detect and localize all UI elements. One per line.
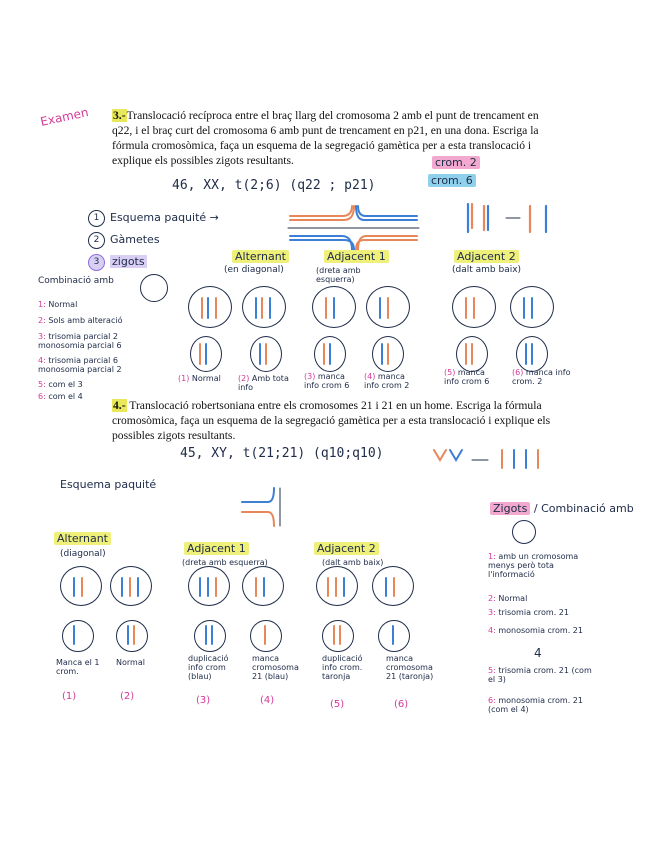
adjacent-1-title: Adjacent 1 bbox=[324, 250, 389, 263]
q3-note-5: 5: com el 3 bbox=[38, 380, 83, 389]
q4-gamete-label-5: duplicació info crom. taronja bbox=[322, 654, 363, 681]
q4-adjacent-1-sub: (dreta amb esquerra) bbox=[182, 558, 268, 567]
question-4-text bbox=[112, 398, 592, 443]
q4-note-3: 3: trisomia crom. 21 bbox=[488, 608, 569, 617]
document-page bbox=[38, 80, 634, 760]
step-1-text: Esquema paquité → bbox=[110, 211, 219, 224]
q4-alternant-title: Alternant bbox=[54, 532, 111, 545]
question-3-text bbox=[112, 108, 592, 168]
q4-gamete-label-2: Normal bbox=[116, 658, 145, 667]
q4-gamete-label-3: duplicació info crom (blau) bbox=[188, 654, 229, 681]
q3-chromosome-marks bbox=[180, 288, 560, 370]
legend-crom-6: crom. 6 bbox=[428, 174, 476, 187]
step-2-text: Gàmetes bbox=[110, 233, 160, 246]
q4-note-6: 6: monosomia crom. 21 (com el 4) bbox=[488, 696, 583, 714]
reference-zygote-circle bbox=[140, 274, 168, 302]
question-4-line-2: cromosòmica, faça un esquema de la segregació gamètica per a esta translocació i explique els bbox=[112, 414, 551, 427]
q3-gamete-label-3: (3) manca info crom 6 bbox=[304, 372, 350, 390]
chromosome-sketch bbox=[460, 198, 560, 240]
q4-chromosome-sketch bbox=[430, 446, 550, 472]
q4-gamete-number-1: (1) bbox=[62, 691, 77, 702]
q4-gamete-number-3: (3) bbox=[196, 695, 211, 706]
question-3-line-3: fórmula cromosòmica, faça un esquema de la segregació gamètica per a esta translocació i bbox=[112, 139, 532, 152]
question-3-line-1: Translocació recíproca entre el braç llarg del cromosoma 2 amb el punt de trencament en bbox=[126, 109, 539, 122]
question-4-number: 4.- bbox=[113, 399, 126, 412]
q4-adjacent-2-sub: (dalt amb baix) bbox=[322, 558, 384, 567]
q3-gamete-label-2: (2) Amb tota info bbox=[238, 374, 289, 392]
step-3-number: 3 bbox=[88, 254, 105, 271]
question-3-formula: 46, XX, t(2;6) (q22 ; p21) bbox=[172, 178, 376, 193]
question-3-number: 3.- bbox=[113, 109, 126, 122]
question-4-line-3: possibles zigots resultants. bbox=[112, 429, 236, 442]
question-3-line-2: q22, i el braç curt del cromosoma 6 amb punt de trencament en p21, en una dona. Escriga la bbox=[112, 124, 539, 137]
q4-chromosome-marks bbox=[60, 568, 420, 650]
q4-note-1: 1: amb un cromosoma menys però tota l'informació bbox=[488, 552, 579, 579]
q4-gamete-number-6: (6) bbox=[394, 699, 409, 710]
combinacio-label: Combinació amb bbox=[38, 276, 114, 286]
adjacent-2-sub: (dalt amb baix) bbox=[452, 265, 522, 275]
question-3-line-4: explique els possibles zigots resultants. bbox=[112, 154, 294, 167]
question-4-line-1: Translocació robertsoniana entre els cromosomes 21 i 21 en un home. Escriga la fórmula bbox=[129, 399, 542, 412]
q4-gamete-label-1: Manca el 1 crom. bbox=[56, 658, 100, 676]
q4-note-2: 2: Normal bbox=[488, 594, 528, 603]
q4-reference-circle bbox=[512, 520, 536, 544]
alternant-sub: (en diagonal) bbox=[224, 265, 284, 275]
step-1-number: 1 bbox=[88, 210, 105, 227]
q3-gamete-label-5: (5) manca info crom 6 bbox=[444, 368, 490, 386]
q4-pachytene-diagram bbox=[240, 484, 300, 530]
q4-gamete-label-6: manca cromosoma 21 (taronja) bbox=[386, 654, 434, 681]
alternant-title: Alternant bbox=[232, 250, 289, 263]
legend-crom-2: crom. 2 bbox=[432, 156, 480, 169]
question-4-formula: 45, XY, t(21;21) (q10;q10) bbox=[180, 446, 384, 461]
q3-note-4: 4: trisomia parcial 6 monosomia parcial 2 bbox=[38, 356, 122, 374]
q3-note-6: 6: com el 4 bbox=[38, 392, 83, 401]
exam-label: Examen bbox=[39, 105, 90, 129]
q4-gamete-number-4: (4) bbox=[260, 695, 275, 706]
q4-gamete-number-5: (5) bbox=[330, 699, 345, 710]
q4-paquite-label: Esquema paquité bbox=[60, 478, 157, 491]
q4-gamete-number-2: (2) bbox=[120, 691, 135, 702]
q3-gamete-label-1: (1) Normal bbox=[178, 374, 221, 383]
q4-note-5: 5: trisomia crom. 21 (com el 3) bbox=[488, 666, 592, 684]
page-number: 4 bbox=[534, 646, 542, 660]
q4-adjacent-2-title: Adjacent 2 bbox=[314, 542, 379, 555]
q4-adjacent-1-title: Adjacent 1 bbox=[184, 542, 249, 555]
adjacent-1-sub: (dreta amb esquerra) bbox=[316, 266, 361, 284]
step-2-number: 2 bbox=[88, 232, 105, 249]
adjacent-2-title: Adjacent 2 bbox=[454, 250, 519, 263]
q4-gamete-label-4: manca cromosoma 21 (blau) bbox=[252, 654, 299, 681]
pachytene-cross-diagram bbox=[286, 202, 421, 254]
q4-alternant-sub: (diagonal) bbox=[60, 549, 106, 559]
q3-note-3: 3: trisomia parcial 2 monosomia parcial 6 bbox=[38, 332, 122, 350]
step-3-text: zigots bbox=[112, 255, 145, 268]
q4-zigots-header: Zigots / Combinació amb bbox=[490, 502, 634, 515]
q4-note-4: 4: monosomia crom. 21 bbox=[488, 626, 583, 635]
q3-gamete-label-6: (6) manca info crom. 2 bbox=[512, 368, 571, 386]
q3-note-2: 2: Sols amb alteració bbox=[38, 316, 123, 325]
q3-note-1: 1: Normal bbox=[38, 300, 78, 309]
q3-gamete-label-4: (4) manca info crom 2 bbox=[364, 372, 410, 390]
